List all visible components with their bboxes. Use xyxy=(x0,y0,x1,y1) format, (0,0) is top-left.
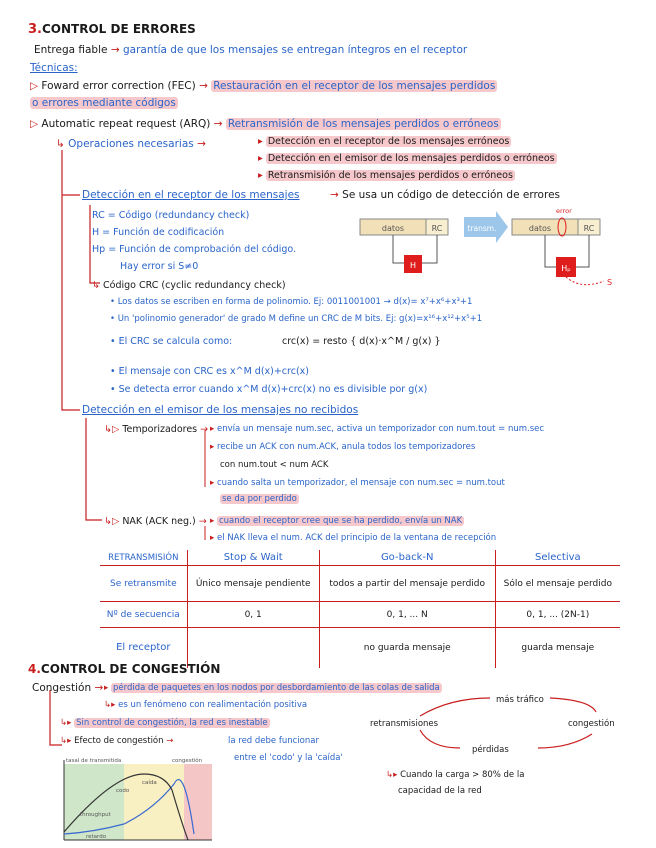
hp-definition: Hp = Función de comprobación del código. xyxy=(92,244,297,255)
crc-transmission-diagram xyxy=(356,205,646,290)
svg-text:Hₚ: Hₚ xyxy=(561,264,571,273)
temp-3: con num.tout < num ACK xyxy=(220,460,329,470)
congestion-chart xyxy=(54,754,214,844)
table-header: Stop & Wait xyxy=(187,550,319,566)
congestion-cycle-diagram xyxy=(360,690,650,760)
svg-text:retardo: retardo xyxy=(86,834,107,840)
op-1: ▸ Detección en el receptor de los mensajes erróneos xyxy=(258,136,510,147)
section-4-title: 4.CONTROL DE CONGESTIÓN xyxy=(28,662,221,676)
fec-desc-1: Restauración en el receptor de los mensajes perdidos xyxy=(213,80,496,92)
tecnicas-heading: Técnicas: xyxy=(30,62,78,74)
crc-bullet-1: • Los datos se escriben en forma de polinomio. Ej: 0011001001 → d(x)= x⁷+x⁶+x³+1 xyxy=(110,297,473,307)
retransmission-table xyxy=(100,550,620,668)
crc-bullet-3: • El CRC se calcula como: xyxy=(110,336,233,347)
svg-text:datos: datos xyxy=(528,224,552,233)
det-receptor-desc: → Se usa un código de detección de errores xyxy=(330,189,560,201)
crc-heading: ↳ Código CRC (cyclic redundancy check) xyxy=(92,280,286,291)
congestion-1: ▸ pérdida de paquetes en los nodos por desbordamiento de las colas de salida xyxy=(104,683,440,693)
cycle-retransmisiones: retransmisiones xyxy=(370,719,439,729)
s-label: S xyxy=(607,278,613,287)
h-label: H xyxy=(409,261,417,270)
table-row: El receptor no guarda mensaje guarda mensaje xyxy=(100,628,620,668)
table-row: Se retransmite Único mensaje pendiente todos a partir del mensaje perdido Sólo el mensaje perdido xyxy=(100,566,620,602)
table-header: RETRANSMISIÓN xyxy=(100,550,187,566)
det-receptor-label: Detección en el receptor de los mensajes xyxy=(82,189,300,201)
congestion-6: entre el 'codo' y la 'caída' xyxy=(234,753,343,763)
op-2: ▸ Detección en el emisor de los mensajes perdidos o erróneos xyxy=(258,153,555,164)
nak-2: ▸ el NAK lleva el num. ACK del principio de la ventana de recepción xyxy=(210,533,497,543)
cycle-mas-trafico: más tráfico xyxy=(496,695,544,705)
nak-label: ↳▷ NAK (ACK neg.) → xyxy=(104,516,207,527)
op-3: ▸ Retransmisión de los mensajes perdidos o erróneos xyxy=(258,170,513,181)
temporizadores-label: ↳▷ Temporizadores → xyxy=(104,424,209,435)
svg-text:RC: RC xyxy=(583,224,595,233)
crc-bullet-2: • Un 'polinomio generador' de grado M define un CRC de M bits. Ej: g(x)=x¹⁶+x¹²+x⁵+1 xyxy=(110,314,483,324)
table-row: Nº de secuencia 0, 1 0, 1, ... N 0, 1, ... (2N-1) xyxy=(100,602,620,628)
congestion-label: Congestión → xyxy=(32,682,104,694)
table-header: Go-back-N xyxy=(319,550,495,566)
cycle-congestion: congestión xyxy=(568,719,615,729)
det-emisor-label: Detección en el emisor de los mensajes no recibidos xyxy=(82,404,359,416)
arrow-icon: → xyxy=(110,44,120,56)
triangle-bullet-icon: ▷ xyxy=(30,118,39,130)
table-header-row xyxy=(100,550,620,566)
nak-1: ▸ cuando el receptor cree que se ha perdido, envía un NAK xyxy=(210,516,463,526)
arrow-icon: → xyxy=(199,80,208,92)
arq-desc: Retransmisión de los mensajes perdidos o erróneos xyxy=(227,118,499,130)
svg-text:tasal de transmitida: tasal de transmitida xyxy=(66,758,122,764)
entrega-desc: garantía de que los mensajes se entregan íntegros en el receptor xyxy=(122,44,468,56)
arrow-icon: → xyxy=(213,118,223,130)
entrega-label: Entrega fiable xyxy=(34,44,108,56)
svg-text:throughput: throughput xyxy=(80,812,111,818)
congestion-7: ↳▸ Cuando la carga > 80% de la xyxy=(386,770,525,780)
temp-4: ▸ cuando salta un temporizador, el mensaje con num.sec = num.tout xyxy=(210,478,505,488)
svg-text:congestión: congestión xyxy=(172,758,203,764)
transm-label: transm. xyxy=(467,224,497,233)
crc-formula: crc(x) = resto { d(x)·x^M / g(x) } xyxy=(282,336,441,347)
datos-label: datos xyxy=(381,224,405,233)
crc-bullet-5: • Se detecta error cuando x^M d(x)+crc(x) no es divisible por g(x) xyxy=(110,384,428,395)
crc-bullet-4: • El mensaje con CRC es x^M d(x)+crc(x) xyxy=(110,366,309,377)
temp-5: se da por perdido xyxy=(222,494,297,504)
congestion-4: ↳▸ Efecto de congestión → xyxy=(60,736,174,746)
arq-label: Automatic repeat request (ARQ) xyxy=(41,118,211,130)
fec-desc-2: o errores mediante códigos xyxy=(32,97,176,109)
svg-text:codo: codo xyxy=(116,788,130,794)
table-header: Selectiva xyxy=(495,550,620,566)
svg-text:caída: caída xyxy=(142,780,157,786)
temp-2: ▸ recibe un ACK con num.ACK, anula todos los temporizadores xyxy=(210,442,476,452)
fec-label: Foward error correction (FEC) xyxy=(41,80,196,92)
congestion-5: la red debe funcionar xyxy=(228,736,319,746)
h-definition: H = Función de codificación xyxy=(92,227,225,238)
triangle-bullet-icon: ▷ xyxy=(30,80,39,92)
congestion-8: capacidad de la red xyxy=(398,786,482,796)
rc-label: RC xyxy=(431,224,443,233)
operaciones-label: ↳ Operaciones necesarias → xyxy=(56,138,206,150)
congestion-3: ↳▸ Sin control de congestión, la red es inestable xyxy=(60,718,268,728)
section-3-title: 3.CONTROL DE ERRORES xyxy=(28,22,196,37)
rc-definition: RC = Código (redundancy check) xyxy=(92,210,250,221)
cycle-perdidas: pérdidas xyxy=(472,745,509,755)
temp-1: ▸ envía un mensaje num.sec, activa un temporizador con num.tout = num.sec xyxy=(210,424,545,434)
chart-zone-green xyxy=(64,764,124,840)
congestion-2: ↳▸ es un fenómeno con realimentación positiva xyxy=(104,700,308,710)
hay-error: Hay error si S≠0 xyxy=(120,261,199,272)
error-label: error xyxy=(556,207,572,215)
